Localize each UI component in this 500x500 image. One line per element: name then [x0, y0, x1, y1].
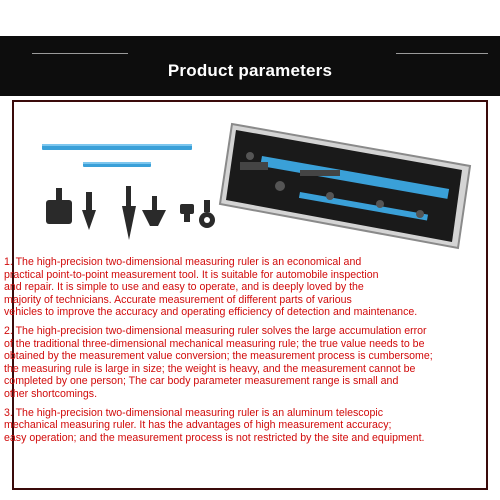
- paragraph-2: 2. The high-precision two-dimensional measuring ruler solves the large accumulation error of the traditional three-dimensional mechanical measuring rule; the true value needs to be obtained by the measurement value conversion; the measurement process is cumbersome; the measuring rule is large in size; the weight is heavy, and the measurement cannot be completed by one person; The car body parameter measurement range is small and other shortcomings.: [4, 324, 433, 400]
- paragraph-1: 1. The high-precision two-dimensional measuring ruler is an economical and practical point-to-point measurement tool. It is suitable for automobile inspection and repair. It is simple to use and easy to operate, and is deeply loved by the majority of technicians. Accurate measurement of different parts of various vehicles to improve the accuracy and operating efficiency of detection and maintenance.: [4, 256, 418, 319]
- header-divider-right: [396, 53, 488, 54]
- header-divider-left: [32, 53, 128, 54]
- page-title: Product parameters: [167, 61, 333, 80]
- description-text: [4, 256, 496, 450]
- paragraph-3: 3. The high-precision two-dimensional measuring ruler is an aluminum telescopic mechanical measuring ruler. It has the advantages of high measurement accuracy; easy operation; and the measurement process is not restricted by the site and equipment.: [4, 406, 425, 444]
- header-banner: [0, 36, 500, 96]
